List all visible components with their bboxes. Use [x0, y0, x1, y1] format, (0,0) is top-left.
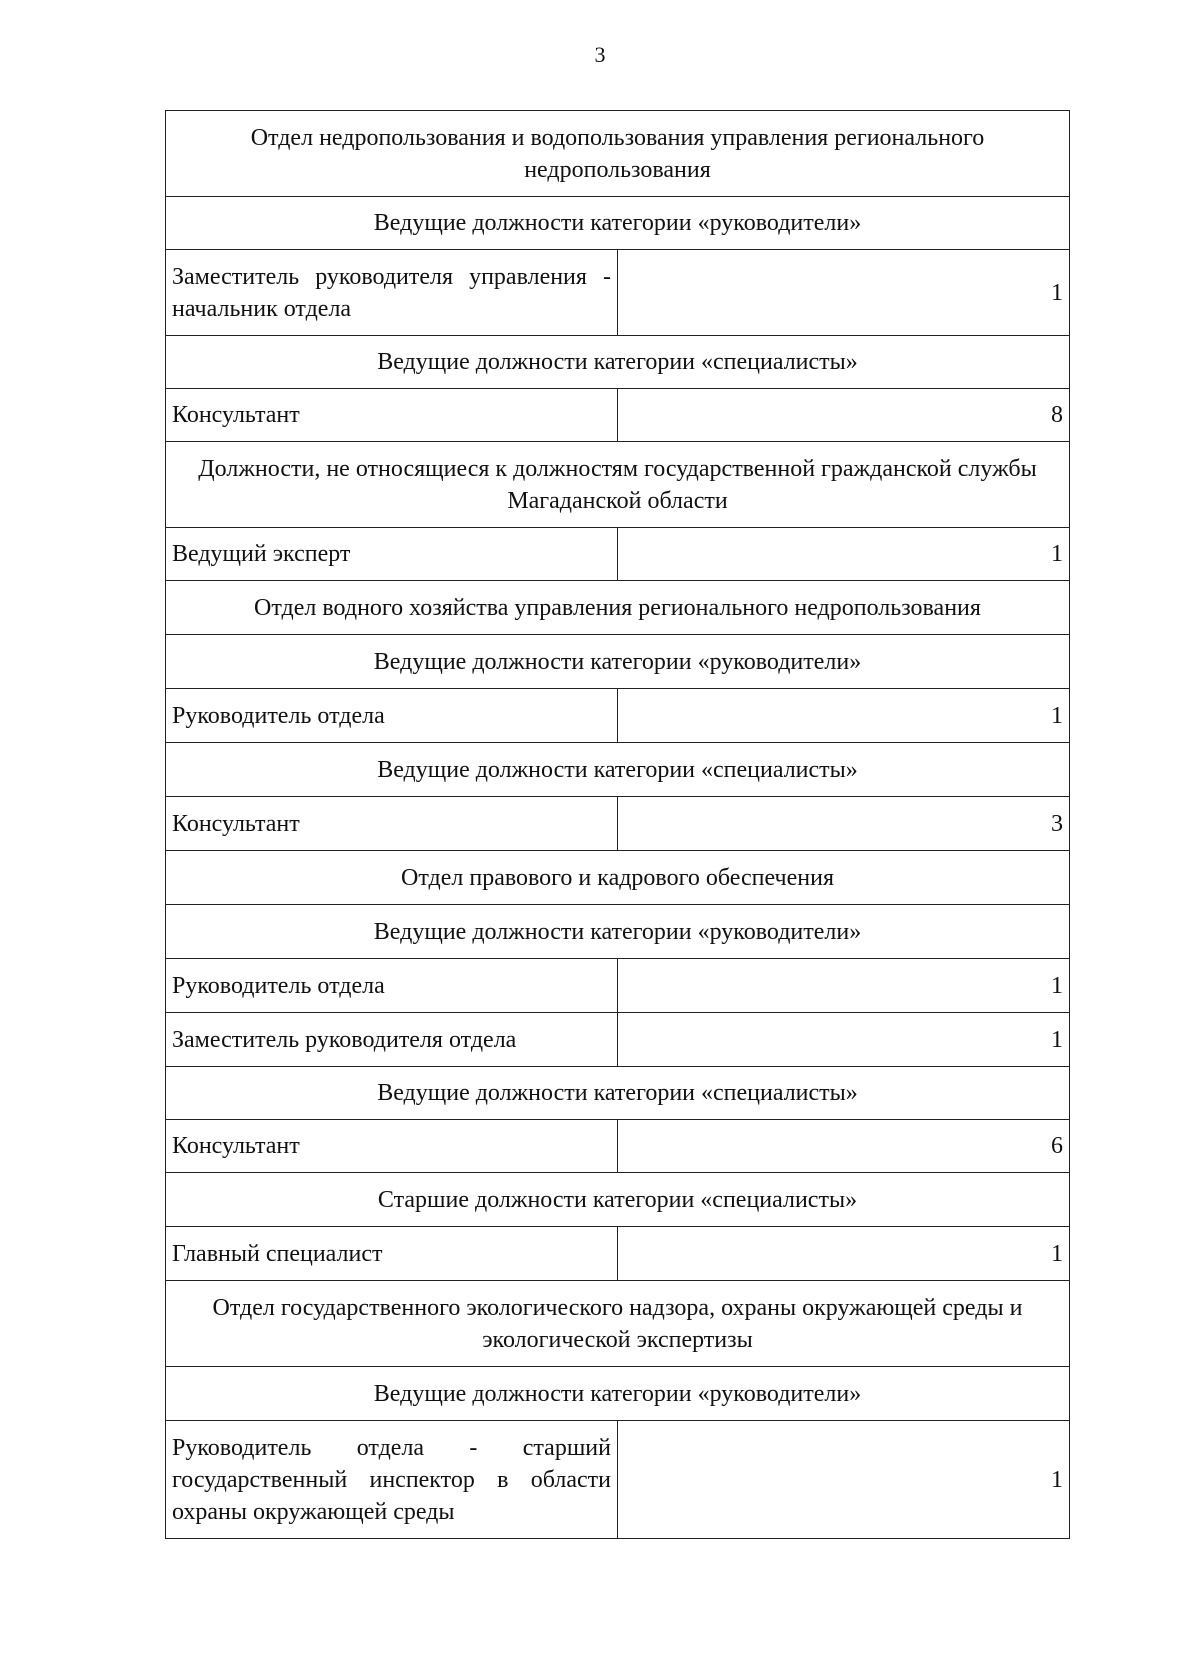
position-count: 1: [618, 1013, 1070, 1067]
position-count: 1: [618, 250, 1070, 336]
position-name: Консультант: [166, 1120, 618, 1173]
section-title: Ведущие должности категории «специалисты»: [166, 1067, 1070, 1120]
position-count: 1: [618, 528, 1070, 581]
section-title: Старшие должности категории «специалисты»: [166, 1173, 1070, 1227]
section-title: Ведущие должности категории «руководители»: [166, 905, 1070, 959]
section-title: Ведущие должности категории «руководители»: [166, 635, 1070, 689]
position-count: 3: [618, 797, 1070, 851]
section-header-row: [166, 111, 1070, 197]
section-header-row: [166, 1367, 1070, 1421]
position-name: Руководитель отдела: [166, 959, 618, 1013]
section-title: Ведущие должности категории «специалисты»: [166, 743, 1070, 797]
section-header-row: [166, 851, 1070, 905]
section-header-row: [166, 1173, 1070, 1227]
section-title: Отдел водного хозяйства управления регионального недропользования: [166, 581, 1070, 635]
section-title: Отдел правового и кадрового обеспечения: [166, 851, 1070, 905]
position-row: [166, 1227, 1070, 1281]
position-name: Заместитель руководителя управления - начальник отдела: [166, 250, 618, 336]
position-name: Консультант: [166, 797, 618, 851]
section-title: Ведущие должности категории «специалисты»: [166, 336, 1070, 389]
position-name: Консультант: [166, 389, 618, 442]
section-header-row: [166, 905, 1070, 959]
section-header-row: [166, 1067, 1070, 1120]
position-name: Руководитель отдела: [166, 689, 618, 743]
position-count: 1: [618, 959, 1070, 1013]
position-name: Руководитель отдела - старший государственный инспектор в области охраны окружающей среды: [166, 1421, 618, 1539]
position-name: Ведущий эксперт: [166, 528, 618, 581]
position-name: Главный специалист: [166, 1227, 618, 1281]
section-title: Ведущие должности категории «руководители»: [166, 1367, 1070, 1421]
position-count: 1: [618, 1421, 1070, 1539]
section-header-row: [166, 743, 1070, 797]
section-title: Ведущие должности категории «руководители»: [166, 197, 1070, 250]
position-count: 1: [618, 689, 1070, 743]
position-row: [166, 1421, 1070, 1539]
section-header-row: [166, 581, 1070, 635]
staffing-table-body: [166, 111, 1070, 1539]
section-title: Должности, не относящиеся к должностям государственной гражданской службы Магаданской области: [166, 442, 1070, 528]
section-header-row: [166, 635, 1070, 689]
position-row: [166, 528, 1070, 581]
position-count: 1: [618, 1227, 1070, 1281]
section-header-row: [166, 442, 1070, 528]
position-row: [166, 797, 1070, 851]
section-header-row: [166, 336, 1070, 389]
staffing-table: [165, 110, 1070, 1539]
page-number: 3: [594, 42, 606, 67]
section-title: Отдел недропользования и водопользования управления регионального недропользования: [166, 111, 1070, 197]
position-count: 8: [618, 389, 1070, 442]
section-header-row: [166, 197, 1070, 250]
position-row: [166, 1120, 1070, 1173]
position-row: [166, 959, 1070, 1013]
section-header-row: [166, 1281, 1070, 1367]
position-name: Заместитель руководителя отдела: [166, 1013, 618, 1067]
position-count: 6: [618, 1120, 1070, 1173]
position-row: [166, 389, 1070, 442]
section-title: Отдел государственного экологического надзора, охраны окружающей среды и экологической экспертизы: [166, 1281, 1070, 1367]
position-row: [166, 689, 1070, 743]
position-row: [166, 1013, 1070, 1067]
position-row: [166, 250, 1070, 336]
